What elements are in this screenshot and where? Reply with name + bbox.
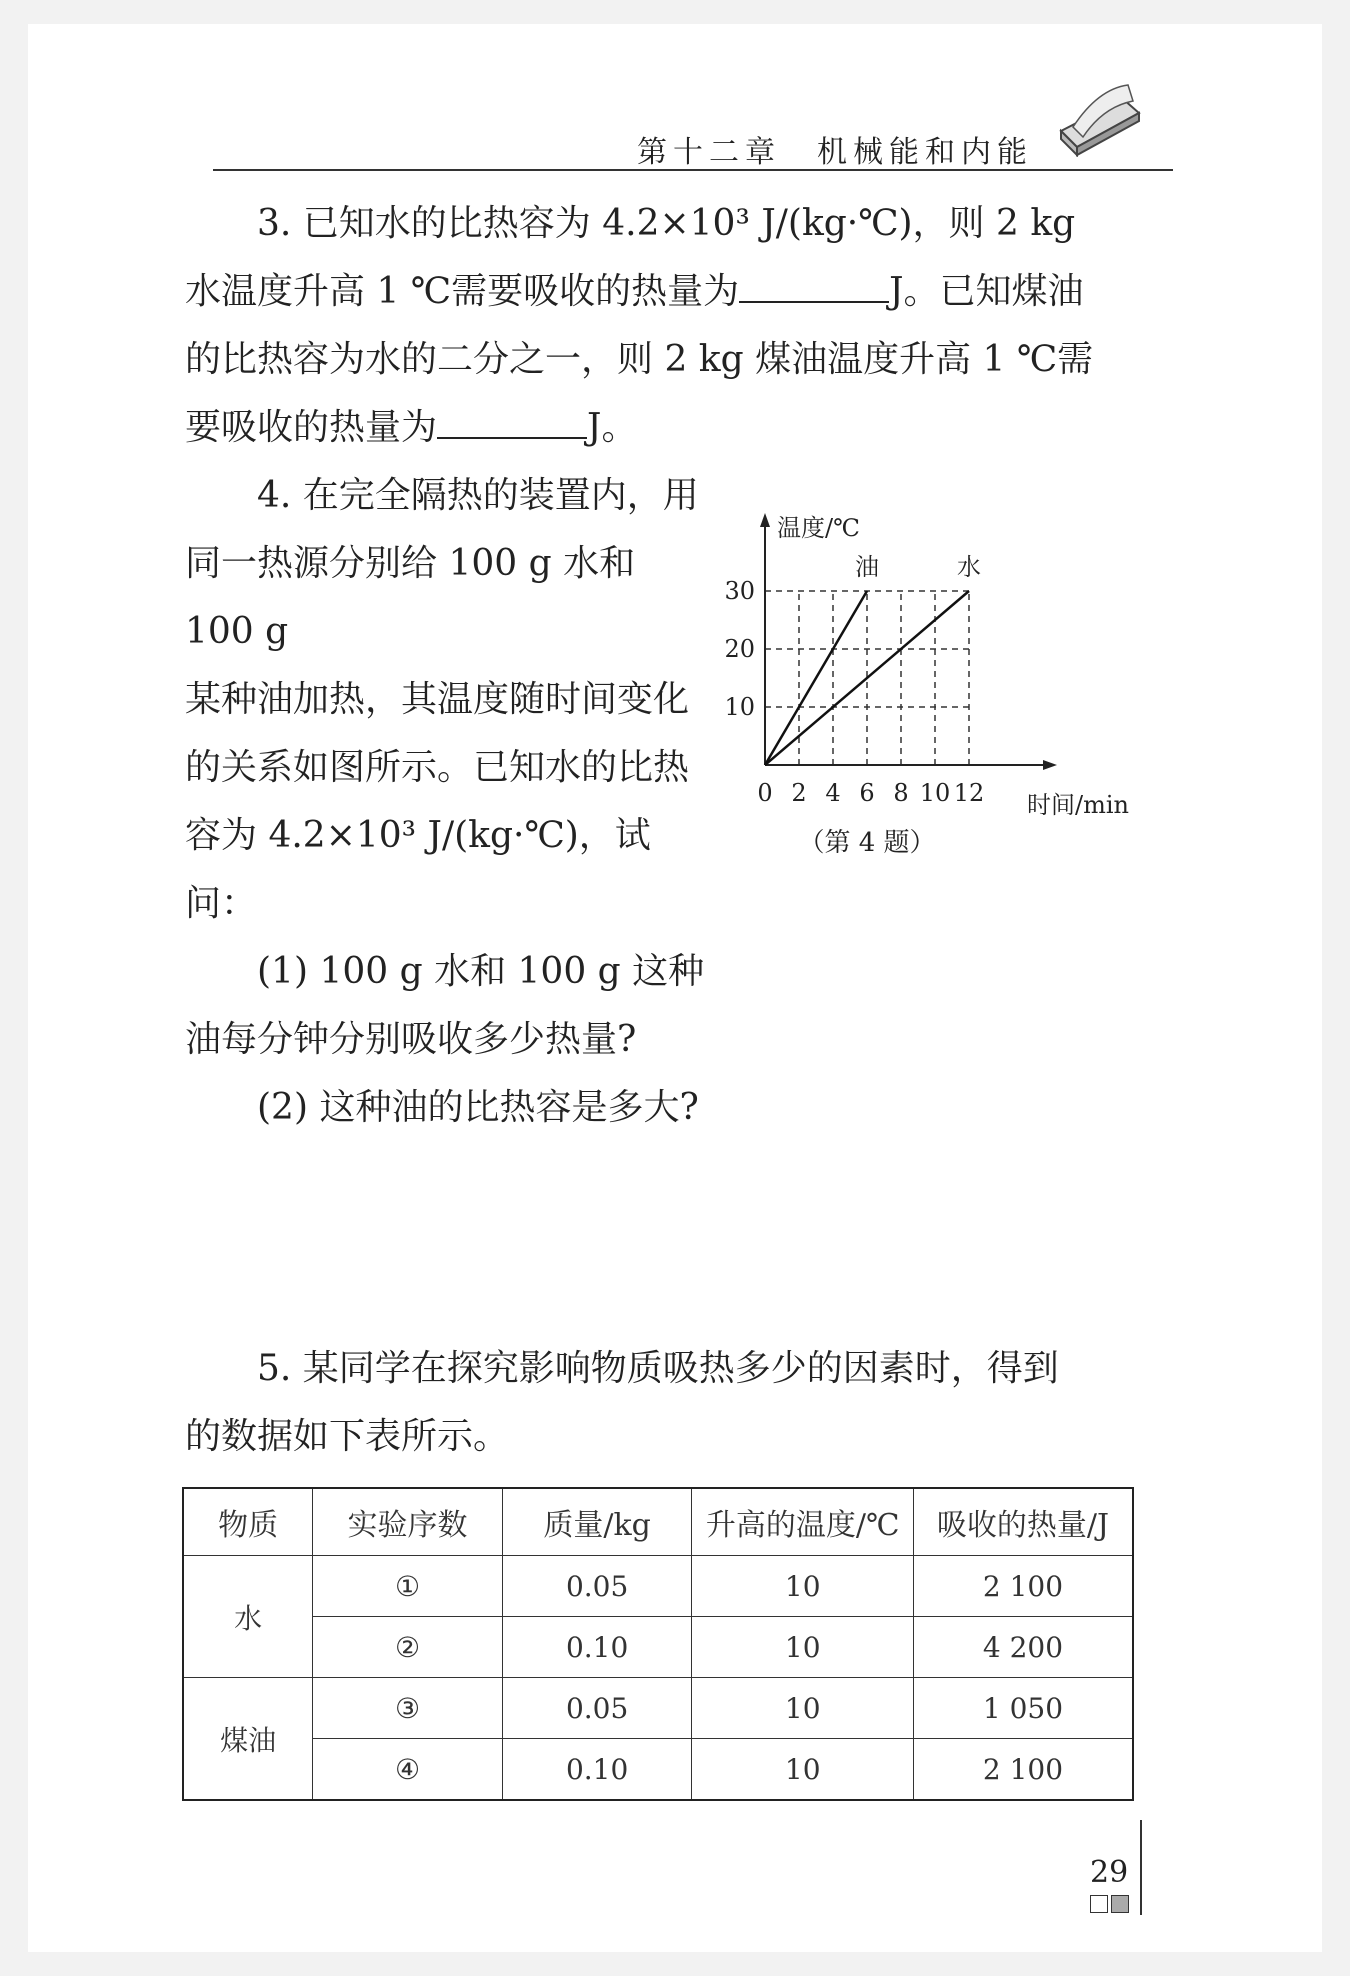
x-tick-label: 8 bbox=[893, 779, 909, 807]
table-cell: 10 bbox=[692, 1678, 913, 1739]
table-cell: ① bbox=[313, 1556, 503, 1617]
q5-line-1: 5. 某同学在探究影响物质吸热多少的因素时，得到 bbox=[257, 1348, 1059, 1389]
filled-square-icon bbox=[1111, 1895, 1129, 1913]
table-cell: 0.05 bbox=[502, 1678, 692, 1739]
header-cell: 质量/kg bbox=[502, 1488, 692, 1556]
header-cell: 实验序数 bbox=[313, 1488, 503, 1556]
table-row bbox=[183, 1739, 1133, 1801]
substance-cell: 煤油 bbox=[183, 1678, 313, 1801]
table-cell: 10 bbox=[692, 1739, 913, 1801]
q4-sub-1a: (1) 100 g 水和 100 g 这种 bbox=[257, 951, 705, 992]
question-4 bbox=[185, 462, 715, 1142]
table-cell: 2 100 bbox=[913, 1556, 1133, 1617]
q3-line-1: 3. 已知水的比热容为 4.2×10³ J/(kg·℃)，则 2 kg bbox=[257, 203, 1076, 244]
q4-line-4: 的关系如图所示。已知水的比热 bbox=[185, 747, 690, 788]
q3-line-2-text: 水温度升高 1 ℃需要吸收的热量为 bbox=[185, 271, 740, 312]
table-cell: 0.10 bbox=[502, 1617, 692, 1678]
table-row bbox=[183, 1617, 1133, 1678]
table-cell: 4 200 bbox=[913, 1617, 1133, 1678]
book-icon bbox=[1053, 79, 1143, 157]
header-cell: 吸收的热量/J bbox=[913, 1488, 1133, 1556]
square-icon bbox=[1090, 1895, 1108, 1913]
q4-sub-1b: 油每分钟分别吸收多少热量? bbox=[185, 1019, 637, 1060]
header-cell: 物质 bbox=[183, 1488, 313, 1556]
x-axis-arrow bbox=[1043, 760, 1057, 770]
y-tick-label: 30 bbox=[724, 577, 755, 605]
q4-line-3: 某种油加热，其温度随时间变化 bbox=[185, 679, 690, 720]
q3-line-4-text: 要吸收的热量为 bbox=[185, 407, 438, 448]
x-tick-label: 10 bbox=[919, 779, 951, 807]
series-label-1: 水 bbox=[957, 553, 981, 581]
table-cell: 1 050 bbox=[913, 1678, 1133, 1739]
answer-blank-1[interactable] bbox=[739, 269, 889, 303]
table-cell: 0.05 bbox=[502, 1556, 692, 1617]
x-axis-label: 时间/min bbox=[1027, 791, 1129, 819]
chart-svg bbox=[715, 495, 1175, 875]
chapter-header bbox=[213, 119, 1173, 171]
table-row bbox=[183, 1556, 1133, 1617]
q5-line-2: 的数据如下表所示。 bbox=[185, 1416, 510, 1457]
data-table bbox=[182, 1487, 1134, 1801]
x-tick-label: 2 bbox=[791, 779, 807, 807]
table-cell: ③ bbox=[313, 1678, 503, 1739]
table-cell: 10 bbox=[692, 1556, 913, 1617]
temperature-time-chart bbox=[715, 495, 1175, 875]
x-tick-label: 4 bbox=[825, 779, 841, 807]
table-cell: ② bbox=[313, 1617, 503, 1678]
footer-rule bbox=[1140, 1820, 1142, 1915]
x-tick-label: 6 bbox=[859, 779, 875, 807]
table-cell: ④ bbox=[313, 1739, 503, 1801]
q3-line-2-tail: J。已知煤油 bbox=[889, 271, 1084, 312]
x-tick-label: 0 bbox=[757, 779, 773, 807]
q3-line-4-tail: J。 bbox=[587, 407, 638, 448]
q3-line-2 bbox=[185, 258, 1145, 326]
table-cell: 10 bbox=[692, 1617, 913, 1678]
page-number: 29 bbox=[1090, 1855, 1129, 1890]
q4-line-1: 4. 在完全隔热的装置内，用 bbox=[257, 475, 699, 516]
q3-line-4 bbox=[185, 394, 1145, 462]
substance-cell: 水 bbox=[183, 1556, 313, 1678]
q4-line-5: 容为 4.2×10³ J/(kg·℃)，试问： bbox=[185, 815, 651, 924]
table-header-row bbox=[183, 1488, 1133, 1556]
y-axis-arrow bbox=[760, 513, 770, 527]
table-cell: 2 100 bbox=[913, 1739, 1133, 1801]
q3-line-3: 的比热容为水的二分之一，则 2 kg 煤油温度升高 1 ℃需 bbox=[185, 339, 1094, 380]
x-tick-label: 12 bbox=[953, 779, 985, 807]
chapter-title: 第十二章 机械能和内能 bbox=[637, 135, 1033, 170]
q4-line-2: 同一热源分别给 100 g 水和 100 g bbox=[185, 543, 636, 652]
answer-blank-2[interactable] bbox=[437, 405, 587, 439]
q4-sub-2: (2) 这种油的比热容是多大? bbox=[257, 1087, 699, 1128]
series-line-0 bbox=[765, 591, 867, 765]
question-5 bbox=[185, 1335, 1145, 1471]
header-cell: 升高的温度/℃ bbox=[692, 1488, 913, 1556]
y-tick-label: 20 bbox=[724, 635, 755, 663]
question-3 bbox=[185, 190, 1145, 462]
series-label-0: 油 bbox=[855, 553, 879, 581]
y-tick-label: 10 bbox=[724, 693, 755, 721]
y-axis-label: 温度/℃ bbox=[777, 514, 860, 542]
table-row bbox=[183, 1678, 1133, 1739]
figure-caption: （第 4 题） bbox=[798, 828, 936, 858]
table-cell: 0.10 bbox=[502, 1739, 692, 1801]
